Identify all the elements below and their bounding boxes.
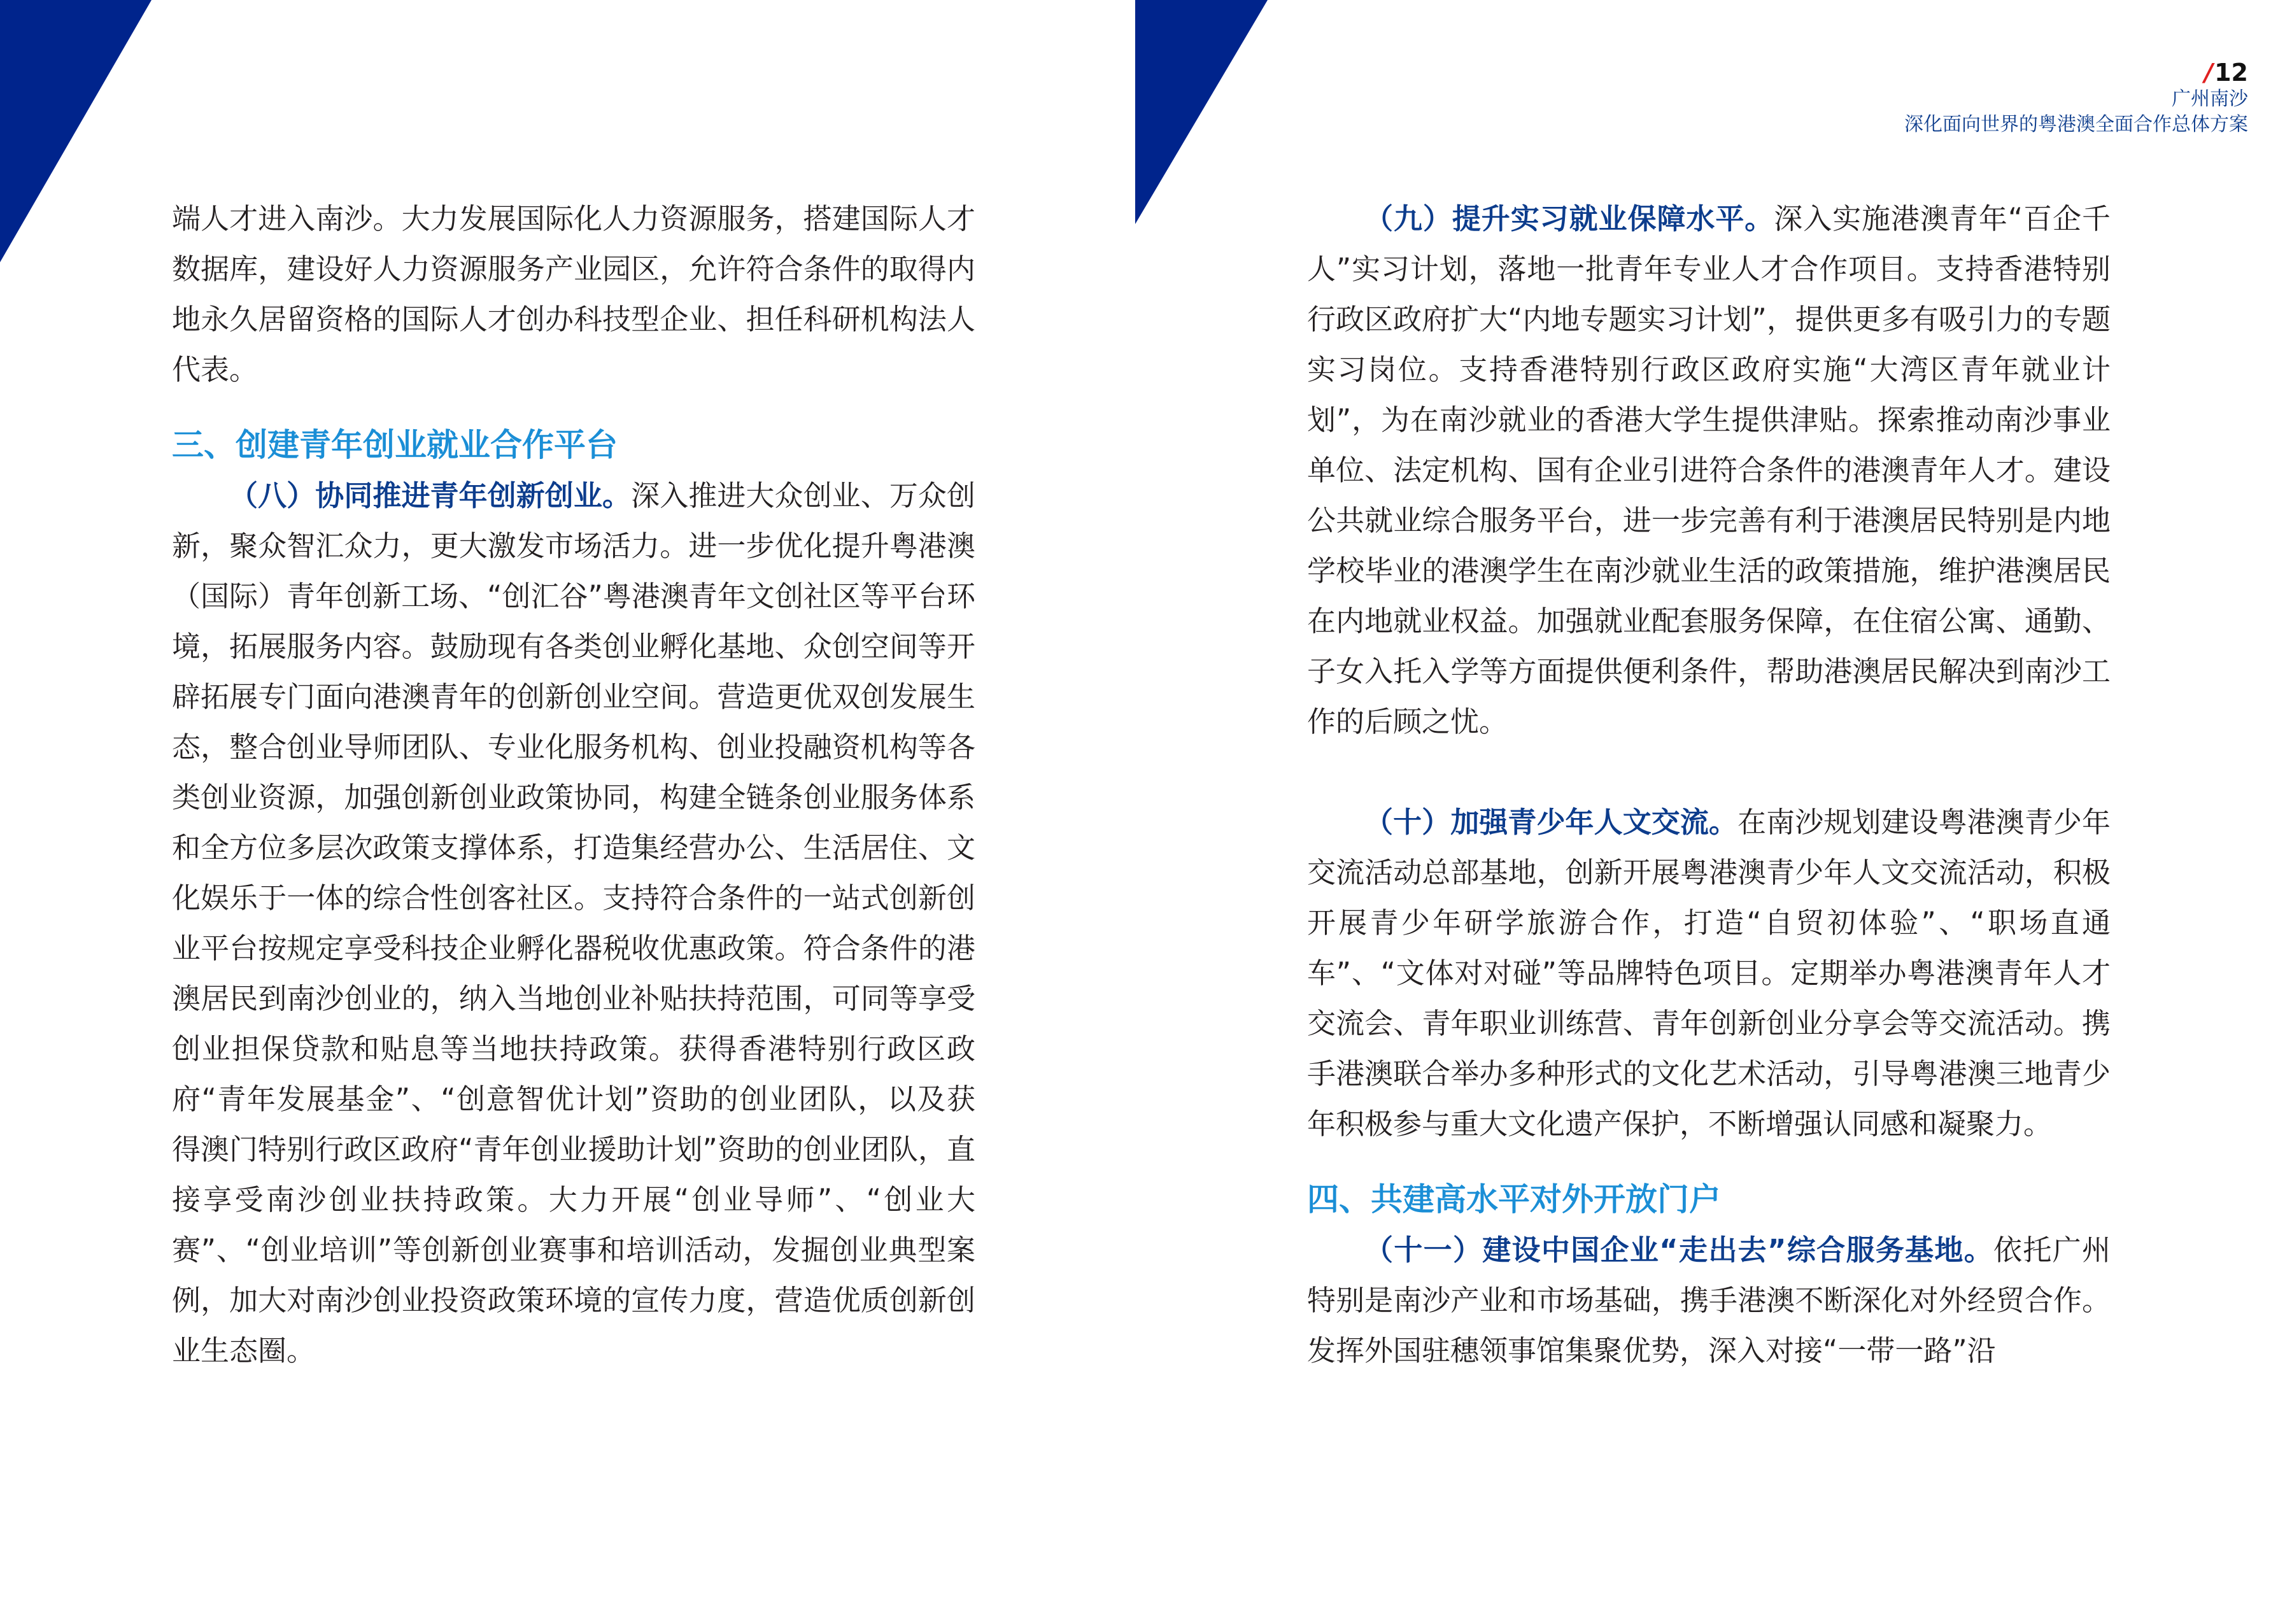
paragraph-gap [1307, 747, 2111, 797]
running-header [1904, 59, 2248, 138]
item-8-body: 深入推进大众创业、万众创新，聚众智汇众力，更大激发市场活力。进一步优化提升粤港澳（国际）青年创新工场、“创汇谷”粤港澳青年文创社区等平台环境，拓展服务内容。鼓励现有各类创业孵化基地、众创空间等开辟拓展专门面向港澳青年的创新创业空间。营造更优双创发展生态，整合创业导师团队、专业化服务机构、创业投融资机构等各类创业资源，加强创新创业政策协同，构建全链条创业服务体系和全方位多层次政策支撑体系，打造集经营办公、生活居住、文化娱乐于一体的综合性创客社区。支持符合条件的一站式创新创业平台按规定享受科技企业孵化器税收优惠政策。符合条件的港澳居民到南沙创业的，纳入当地创业补贴扶持范围，可同等享受创业担保贷款和贴息等当地扶持政策。获得香港特别行政区政府“青年发展基金”、“创意智优计划”资助的创业团队，以及获得澳门特别行政区政府“青年创业援助计划”资助的创业团队，直接享受南沙创业扶持政策。大力开展“创业导师”、“创业大赛”、“创业培训”等创新创业赛事和培训活动，发掘创业典型案例，加大对南沙创业投资政策环境的宣传力度，营造优质创新创业生态圈。 [172, 479, 975, 1367]
section-3-heading: 三、创建青年创业就业合作平台 [172, 427, 618, 463]
item-9-paragraph [1307, 194, 2111, 747]
item-11-title: （十一）建设中国企业“走出去”综合服务基地。 [1364, 1233, 1994, 1267]
item-11-body: 依托广州特别是南沙产业和市场基础，携手港澳不断深化对外经贸合作。发挥外国驻穗领事馆集聚优势，深入对接“一带一路”沿 [1307, 1233, 2111, 1367]
item-10-body: 在南沙规划建设粤港澳青少年交流活动总部基地，创新开展粤港澳青少年人文交流活动，积极开展青少年研学旅游合作，打造“自贸初体验”、“职场直通车”、“文体对对碰”等品牌特色项目。定期举办粤港澳青年人才交流会、青年职业训练营、青年创新创业分享会等交流活动。携手港澳联合举办多种形式的文化艺术活动，引导粤港澳三地青少年积极参与重大文化遗产保护，不断增强认同感和凝聚力。 [1307, 805, 2111, 1141]
corner-decoration-right [1135, 0, 1275, 229]
corner-decoration-left [0, 0, 153, 267]
item-8-title: （八）协同推进青年创新创业。 [229, 479, 632, 512]
item-9-title: （九）提升实习就业保障水平。 [1364, 202, 1774, 236]
page-number-value: 12 [2214, 59, 2248, 87]
page-number-slash-icon: / [2204, 59, 2214, 87]
section-4-heading: 四、共建高水平对外开放门户 [1307, 1181, 1721, 1218]
corner-triangle-right [1135, 0, 1268, 224]
item-9-body: 深入实施港澳青年“百企千人”实习计划，落地一批青年专业人才合作项目。支持香港特别行政区政府扩大“内地专题实习计划”，提供更多有吸引力的专题实习岗位。支持香港特别行政区政府实施“大湾区青年就业计划”，为在南沙就业的香港大学生提供津贴。探索推动南沙事业单位、法定机构、国有企业引进符合条件的港澳青年人才。建设公共就业综合服务平台，进一步完善有利于港澳居民特别是内地学校毕业的港澳学生在南沙就业生活的政策措施，维护港澳居民在内地就业权益。加强就业配套服务保障，在住宿公寓、通勤、子女入托入学等方面提供便利条件，帮助港澳居民解决到南沙工作的后顾之忧。 [1307, 202, 2111, 738]
left-column [172, 194, 975, 1376]
corner-triangle-left [0, 0, 152, 262]
right-page [1135, 0, 2271, 1624]
item-10-paragraph [1307, 797, 2111, 1149]
item-11-paragraph [1307, 1225, 2111, 1376]
header-line-2: 深化面向世界的粤港澳全面合作总体方案 [1904, 113, 2248, 136]
left-page [0, 0, 1135, 1624]
left-intro-paragraph: 端人才进入南沙。大力发展国际化人力资源服务，搭建国际人才数据库，建设好人力资源服务产业园区，允许符合条件的取得内地永久居留资格的国际人才创办科技型企业、担任科研机构法人代表。 [172, 202, 975, 386]
item-10-title: （十）加强青少年人文交流。 [1364, 805, 1738, 839]
right-column [1307, 194, 2111, 1376]
item-8-paragraph [172, 470, 975, 1376]
page-number [1904, 59, 2248, 87]
header-line-1: 广州南沙 [2172, 88, 2248, 110]
